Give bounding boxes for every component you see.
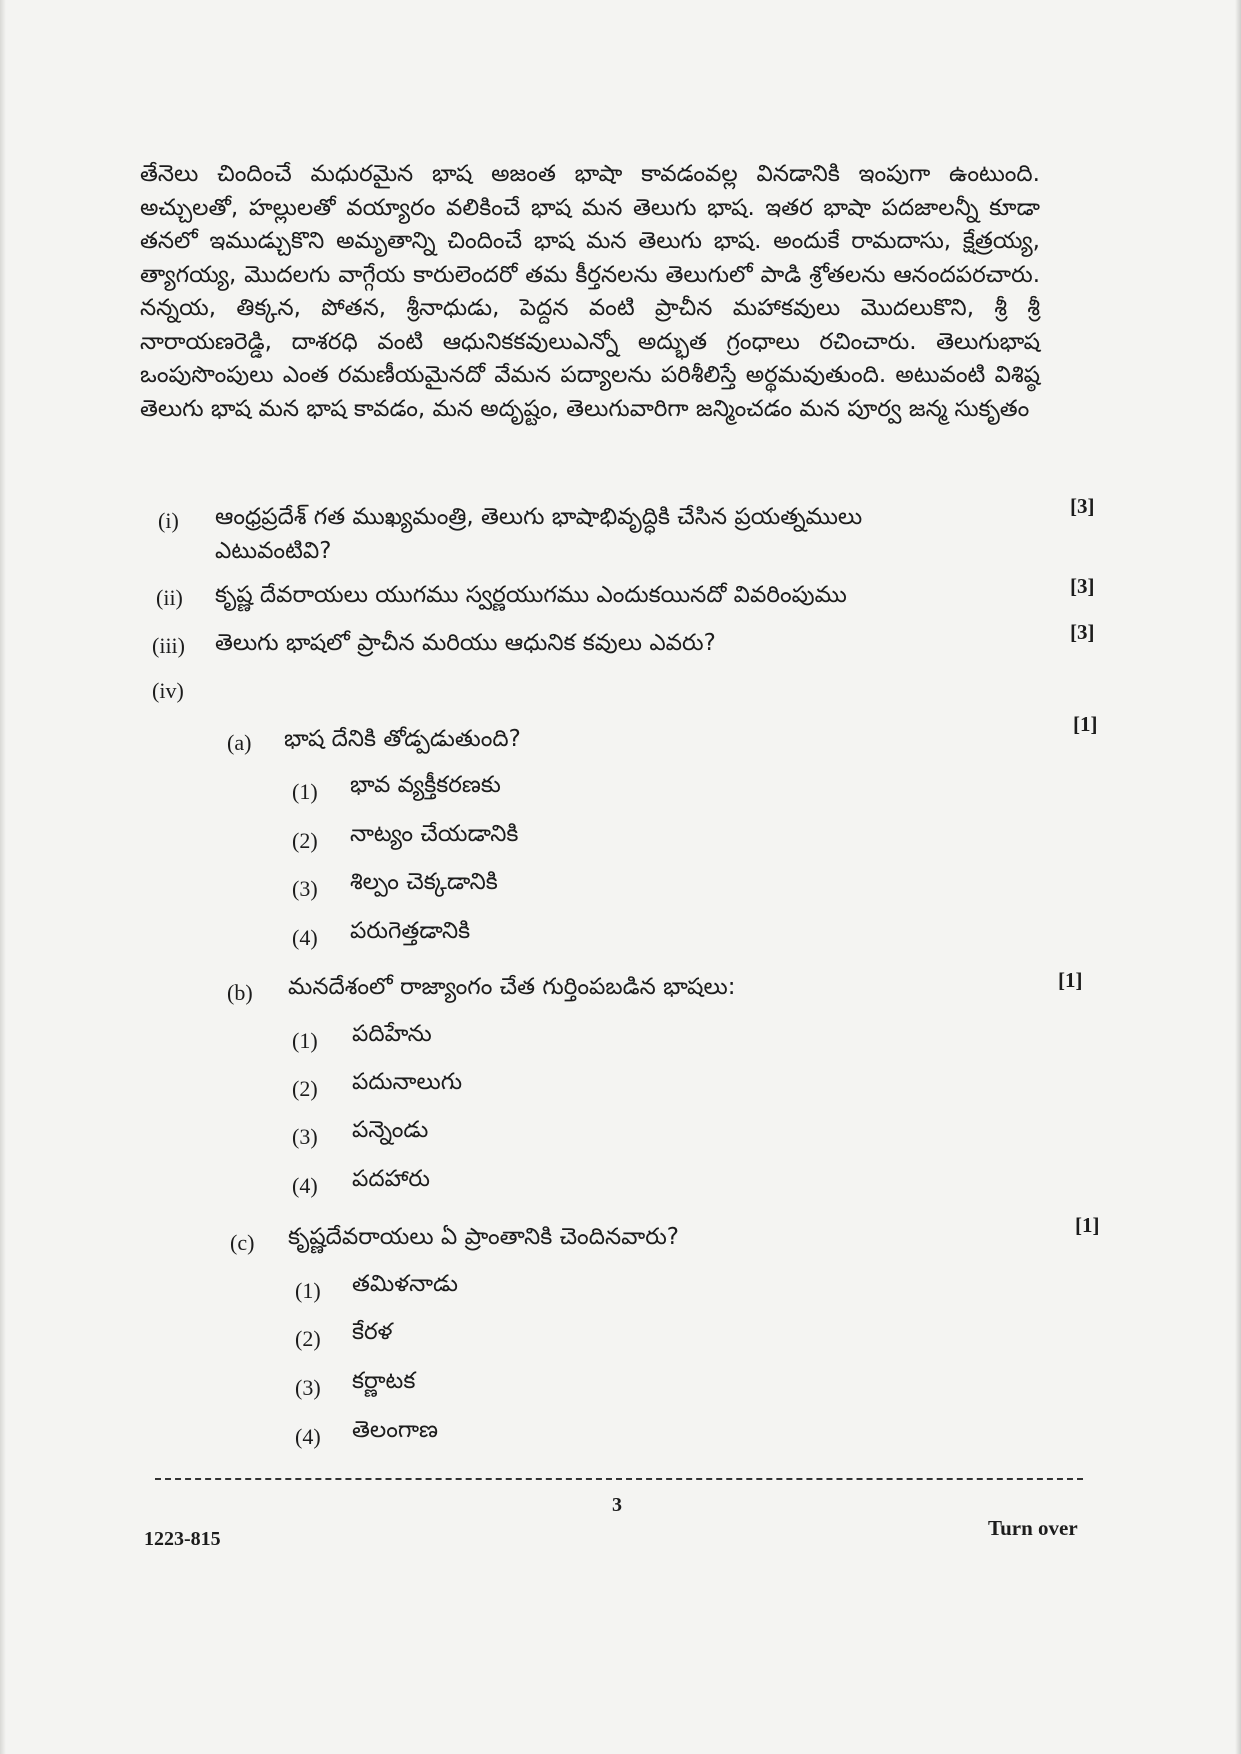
question-text: ఆంధ్రప్రదేశ్ గత ముఖ్యమంత్రి, తెలుగు భాషాభివృద్ధికి చేసిన ప్రయత్నములు ఎటువంటివి? xyxy=(215,504,863,564)
option-number: (1) xyxy=(292,779,318,804)
option-number: (2) xyxy=(292,1076,318,1101)
option-text: పన్నెండు xyxy=(352,1117,429,1143)
subquestion-text: భాష దేనికి తోడ్పడుతుంది? xyxy=(284,726,521,752)
marks-label: [1] xyxy=(1073,712,1098,736)
question-number: (iv) xyxy=(152,678,184,703)
option-number: (4) xyxy=(295,1424,321,1449)
option-number: (4) xyxy=(292,1173,318,1198)
turn-over-label: Turn over xyxy=(988,1516,1078,1540)
option-number: (2) xyxy=(295,1326,321,1351)
option-text: నాట్యం చేయడానికి xyxy=(350,821,519,847)
marks-label: [1] xyxy=(1075,1213,1100,1237)
passage-text: తేనెలు చిందించే మధురమైన భాష అజంత భాషా కావడంవల్ల వినడానికి ఇంపుగా ఉంటుంది. అచ్చులతో, హల్లులతో వయ్యారం వలికించే భాష మన తెలుగు భాష. ఇతర భాషా పదజాలన్నీ కూడా తనలో ఇముడ్చుకొని అమృతాన్ని చిందించే భాష మన తెలుగు భాష. అందుకే రామదాసు, క్షేత్రయ్య, త్యాగయ్య, మొదలగు వాగ్గేయ కారులెందరో తమ కీర్తనలను తెలుగులో పాడి శ్రోతలను ఆనందపరచారు. నన్నయ, తిక్కన, పోతన, శ్రీనాధుడు, పెద్దన వంటి ప్రాచీన మహాకవులు మొదలుకొని, శ్రీ శ్రీ నారాయణరెడ్డి, దాశరధి వంటి ఆధునికకవులుఎన్నో అద్భుత గ్రంధాలు రచించారు. తెలుగుభాష ఒంపుసొంపులు ఎంత రమణీయమైనదో వేమన పద్యాలను పరిశీలిస్తే అర్థమవుతుంది. అటువంటి విశిష్ఠ తెలుగు భాష మన భాష కావడం, మన అదృష్టం, తెలుగువారిగా జన్మించడం మన పూర్వ జన్మ సుకృతం xyxy=(140,161,1040,422)
paper-code: 1223-815 xyxy=(144,1528,221,1550)
option-text: తమిళనాడు xyxy=(352,1271,458,1297)
option-number: (1) xyxy=(295,1278,321,1303)
subquestion-label: (c) xyxy=(230,1230,255,1255)
comprehension-passage xyxy=(140,158,1040,426)
option-text: భావ వ్యక్తీకరణకు xyxy=(350,772,501,798)
option-number: (3) xyxy=(292,876,318,901)
option-text: పరుగెత్తడానికి xyxy=(350,918,471,944)
question-number: (iii) xyxy=(152,633,185,658)
option-text: శిల్పం చెక్కడానికి xyxy=(350,869,498,895)
option-number: (4) xyxy=(292,925,318,950)
page-left-shadow xyxy=(0,0,6,1754)
option-text: తెలంగాణ xyxy=(352,1417,439,1443)
option-text: పదహారు xyxy=(352,1166,430,1192)
question-text: కృష్ణ దేవరాయలు యుగము స్వర్ణయుగము ఎందుకయినదో వివరింపుము xyxy=(215,582,847,608)
option-number: (1) xyxy=(292,1028,318,1053)
option-text: పదునాలుగు xyxy=(352,1069,463,1095)
option-number: (2) xyxy=(292,828,318,853)
marks-label: [3] xyxy=(1070,620,1095,644)
subquestion-label: (a) xyxy=(227,730,252,755)
subquestion-text: మనదేశంలో రాజ్యాంగం చేత గుర్తింపబడిన భాషలు: xyxy=(288,974,736,1000)
question-number: (i) xyxy=(158,508,179,533)
marks-label: [1] xyxy=(1058,968,1083,992)
page-number: 3 xyxy=(612,1494,622,1516)
marks-label: [3] xyxy=(1070,574,1095,598)
question-number: (ii) xyxy=(156,585,183,610)
footer-divider xyxy=(155,1478,1083,1480)
page-right-edge xyxy=(1235,0,1241,1754)
option-number: (3) xyxy=(292,1124,318,1149)
question-text: తెలుగు భాషలో ప్రాచీన మరియు ఆధునిక కవులు ఎవరు? xyxy=(215,630,716,656)
option-text: కేరళ xyxy=(352,1319,393,1345)
marks-label: [3] xyxy=(1070,494,1095,518)
option-number: (3) xyxy=(295,1375,321,1400)
option-text: కర్ణాటక xyxy=(352,1368,416,1394)
subquestion-label: (b) xyxy=(227,980,253,1005)
subquestion-text: కృష్ణదేవరాయలు ఏ ప్రాంతానికి చెందినవారు? xyxy=(288,1224,680,1250)
option-text: పదిహేను xyxy=(352,1021,432,1047)
